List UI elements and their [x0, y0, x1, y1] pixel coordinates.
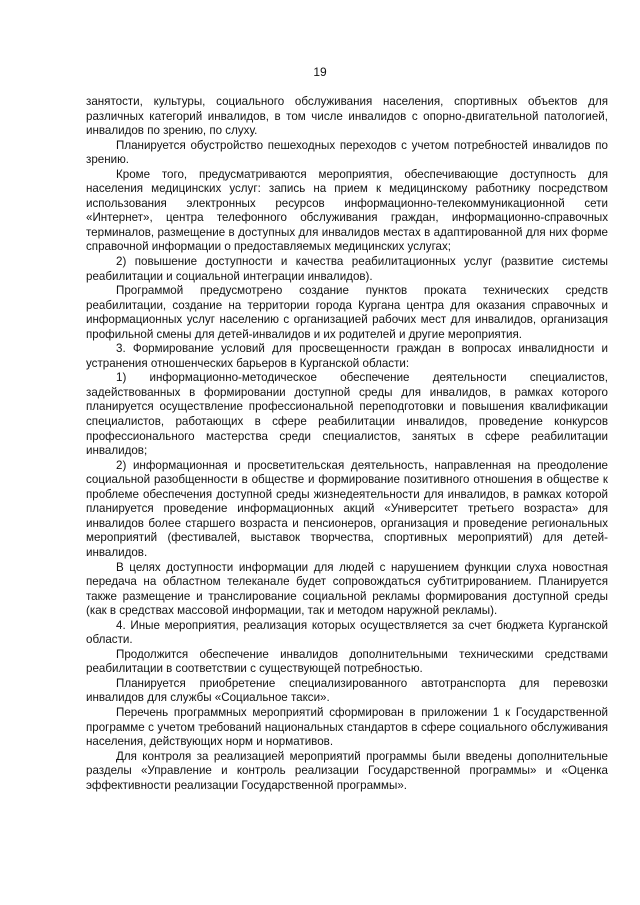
- paragraph-rehab-services: 2) повышение доступности и качества реабилитационных услуг (развитие системы реабилитации и социальной интеграции инвалидов).: [86, 255, 608, 283]
- paragraph-rental-points: Программой предусмотрено создание пунктов проката технических средств реабилитации, создание на территории города Кургана центра для оказания справочных и информационных услуг населению с организацией рабочих мест для инвалидов, организация профильной смены для детей-инвалидов и их родителей и другие мероприятия.: [86, 284, 608, 341]
- paragraph-subtitles: В целях доступности информации для людей с нарушением функции слуха новостная передача на областном телеканале будет сопровождаться субтитрированием. Планируется также размещение и транслирование социальной рекламы формирования доступной среды (как в средствах массовой информации, так и методом наружной рекламы).: [86, 560, 608, 618]
- paragraph-section-4: 4. Иные мероприятия, реализация которых осуществляется за счет бюджета Курганской области.: [86, 618, 608, 647]
- paragraph-control: Для контроля за реализацией мероприятий программы были введены дополнительные разделы «Управление и контроль реализации Государственной программы» и «Оценка эффективности реализации Государственной программы».: [86, 749, 608, 792]
- paragraph-section-3: 3. Формирование условий для просвещенности граждан в вопросах инвалидности и устранения отношенческих барьеров в Курганской области:: [86, 342, 608, 370]
- paragraph-technical-aids: Продолжится обеспечение инвалидов дополнительными техническими средствами реабилитации в соответствии с существующей потребностью.: [86, 647, 608, 676]
- document-body: [86, 95, 608, 793]
- paragraph-medical-services: Кроме того, предусматриваются мероприятия, обеспечивающие доступность для населения медицинских услуг: запись на прием к медицинскому работнику посредством использования электронных ресурсов информационно-телекоммуникационной сети «Интернет», центра телефонного обслуживания граждан, информационно-справочных терминалов, размещение в доступных для инвалидов местах в адаптированной для них форме справочной информации о предоставляемых медицинских услугах;: [86, 167, 608, 254]
- paragraph-continuation: занятости, культуры, социального обслуживания населения, спортивных объектов для различных категорий инвалидов, в том числе инвалидов с опорно-двигательной патологией, инвалидов по зрению, по слуху.: [86, 95, 608, 138]
- page-number: 19: [313, 65, 327, 79]
- paragraph-information-activity: 2) информационная и просветительская деятельность, направленная на преодоление социальной разобщенности в обществе и формирование позитивного отношения в обществе к проблеме обеспечения доступной среды жизнедеятельности для инвалидов, в рамках которой планируется проведение информационных акций «Университет третьего возраста» для инвалидов более старшего возраста и пенсионеров, организация и проведение региональных мероприятий (фестивалей, выставок творчества, спортивных мероприятий) для детей-инвалидов.: [86, 458, 608, 559]
- paragraph-social-taxi: Планируется приобретение специализированного автотранспорта для перевозки инвалидов для службы «Социальное такси».: [86, 676, 608, 705]
- paragraph-crossings: Планируется обустройство пешеходных переходов с учетом потребностей инвалидов по зрению.: [86, 138, 608, 167]
- paragraph-appendix: Перечень программных мероприятий сформирован в приложении 1 к Государственной программе с учетом требований национальных стандартов в сфере социального обслуживания населения, действующих норм и нормативов.: [86, 705, 608, 749]
- paragraph-methodical-support: 1) информационно-методическое обеспечение деятельности специалистов, задействованных в формировании доступной среды для инвалидов, в рамках которого планируется осуществление профессиональной переподготовки и повышения квалификации специалистов, работающих в сфере реабилитации инвалидов, проведение конкурсов профессионального мастерства среди специалистов, занятых в сфере реабилитации инвалидов;: [86, 371, 608, 458]
